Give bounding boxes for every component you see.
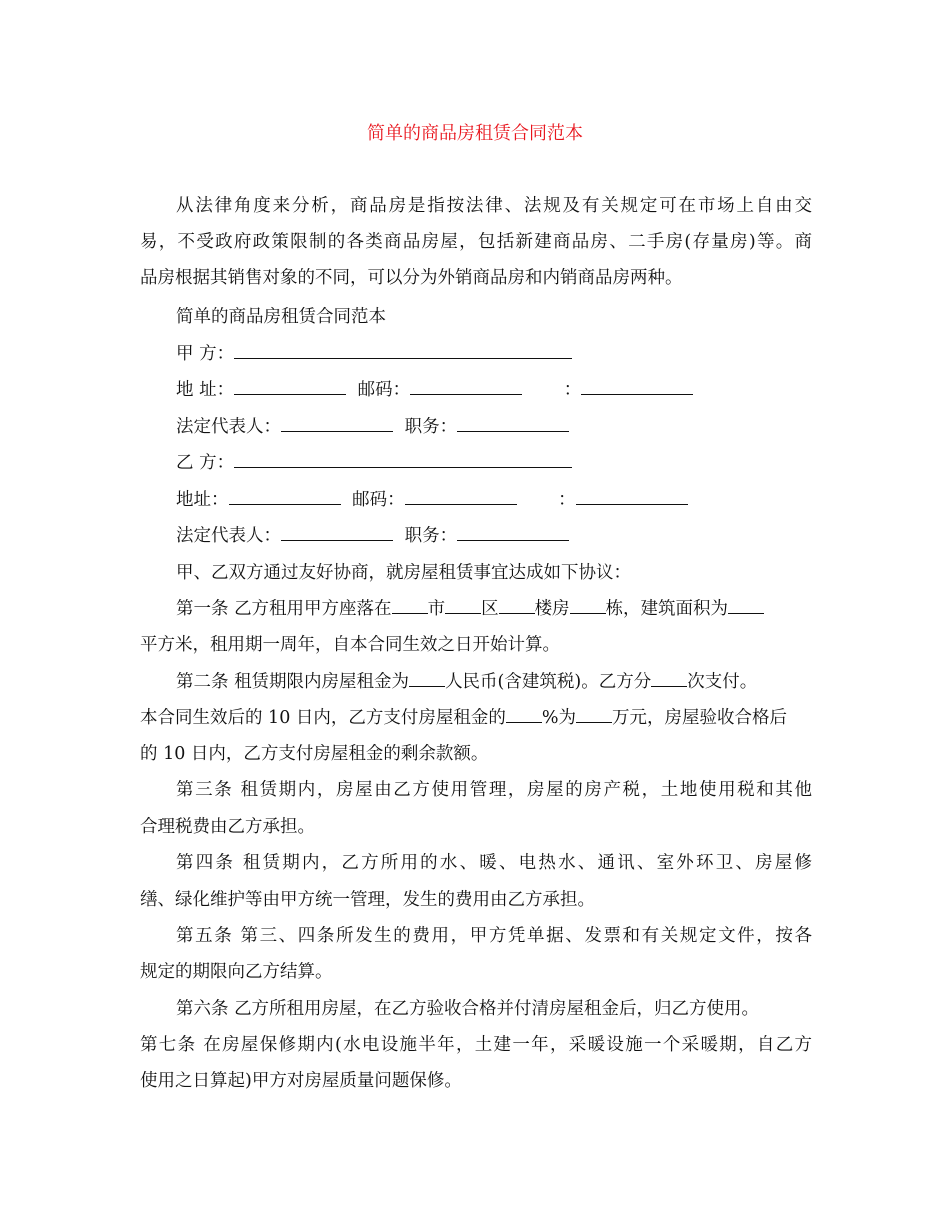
agreement-line: 甲、乙双方通过友好协商，就房屋租赁事宜达成如下协议： — [176, 563, 631, 583]
party-b-rep-row — [176, 524, 812, 548]
party-a-zip-field[interactable] — [410, 379, 522, 395]
party-a-rep-field[interactable] — [281, 416, 393, 432]
subtitle: 简单的商品房租赁合同范本 — [176, 307, 386, 327]
article-2-text-6: 万元，房屋验收合格后 — [612, 708, 788, 728]
party-b-rep-field[interactable] — [281, 525, 393, 541]
article-2-line-3: 的 10 日内，乙方支付房屋租金的剩余款额。 — [140, 744, 489, 764]
intro-line-1: 从法律角度来分析，商品房是指按法律、法规及有关规定可在市场上自由交 — [176, 196, 812, 216]
party-b-field[interactable] — [234, 452, 572, 468]
block-field[interactable] — [570, 598, 606, 614]
city-field[interactable] — [392, 598, 428, 614]
article-2-text-3: 次支付。 — [687, 672, 758, 692]
building-field[interactable] — [499, 598, 535, 614]
party-b-rep-label: 法定代表人： — [176, 526, 281, 546]
party-a-address-row — [176, 378, 812, 402]
article-4-line-1: 第四条 租赁期内，乙方所用的水、暖、电热水、通讯、室外环卫、房屋修 — [176, 853, 812, 873]
intro-line-3: 品房根据其销售对象的不同，可以分为外销商品房和内销商品房两种。 — [140, 268, 683, 288]
party-b-colon: ： — [558, 490, 576, 510]
article-1-line-2: 平方米，租用期一周年，自本合同生效之日开始计算。 — [140, 635, 560, 655]
party-a-rep-row — [176, 415, 812, 439]
article-1-text-2: 市 — [427, 599, 446, 619]
article-3-line-1: 第三条 租赁期内，房屋由乙方使用管理，房屋的房产税，土地使用税和其他 — [176, 780, 812, 800]
area-field[interactable] — [728, 598, 764, 614]
party-b-row — [176, 451, 812, 475]
percent-field[interactable] — [506, 707, 542, 723]
intro-line-2: 易，不受政府政策限制的各类商品房屋，包括新建商品房、二手房(存量房)等。商 — [140, 232, 812, 252]
party-a-phone-field[interactable] — [581, 379, 693, 395]
party-a-post-label: 职务： — [404, 417, 458, 437]
party-b-address-label: 地址： — [176, 490, 229, 510]
article-3-line-2: 合理税费由乙方承担。 — [140, 817, 315, 837]
party-b-label: 乙 方： — [176, 453, 235, 473]
party-a-post-field[interactable] — [457, 416, 569, 432]
party-a-row — [176, 342, 812, 366]
party-a-colon: ： — [563, 380, 582, 400]
article-2-text-2: 人民币(含建筑税)。乙方分 — [445, 672, 652, 692]
party-a-rep-label: 法定代表人： — [176, 417, 281, 437]
document-title: 简单的商品房租赁合同范本 — [367, 123, 583, 144]
article-5-line-2: 规定的期限向乙方结算。 — [140, 962, 333, 982]
district-field[interactable] — [445, 598, 481, 614]
article-1-text-4: 楼房 — [534, 599, 570, 619]
party-a-field[interactable] — [234, 343, 572, 359]
party-b-zip-label: 邮码： — [352, 490, 405, 510]
article-1-line-1 — [176, 597, 812, 621]
party-b-phone-field[interactable] — [576, 489, 688, 505]
article-2-text-1: 第二条 租赁期限内房屋租金为 — [176, 672, 410, 692]
party-b-post-label: 职务： — [404, 526, 458, 546]
article-1-text-3: 区 — [481, 599, 499, 619]
amount-field[interactable] — [576, 707, 612, 723]
party-b-zip-field[interactable] — [405, 489, 517, 505]
article-7-line-1: 第七条 在房屋保修期内(水电设施半年，土建一年，采暖设施一个采暖期，自乙方 — [140, 1035, 812, 1055]
article-2-line-1 — [176, 670, 812, 694]
article-4-line-2: 缮、绿化维护等由甲方统一管理，发生的费用由乙方承担。 — [140, 890, 595, 910]
party-a-address-field[interactable] — [234, 379, 346, 395]
article-2-line-2 — [140, 706, 812, 730]
article-7-line-2: 使用之日算起)甲方对房屋质量问题保修。 — [140, 1071, 462, 1091]
article-1-text-1: 第一条 乙方租用甲方座落在 — [176, 599, 392, 619]
article-5-line-1: 第五条 第三、四条所发生的费用，甲方凭单据、发票和有关规定文件，按各 — [176, 926, 812, 946]
party-a-label: 甲 方： — [176, 344, 235, 364]
installments-field[interactable] — [651, 671, 687, 687]
party-b-post-field[interactable] — [457, 525, 569, 541]
article-6-line: 第六条 乙方所租用房屋，在乙方验收合格并付清房屋租金后，归乙方使用。 — [176, 999, 760, 1019]
party-a-zip-label: 邮码： — [357, 380, 411, 400]
article-2-text-5: %为 — [541, 708, 577, 728]
rent-field[interactable] — [409, 671, 445, 687]
article-1-text-5: 栋，建筑面积为 — [605, 599, 729, 619]
party-b-address-row — [176, 488, 812, 512]
party-b-address-field[interactable] — [229, 489, 341, 505]
article-2-text-4: 本合同生效后的 10 日内，乙方支付房屋租金的 — [140, 708, 506, 728]
party-a-address-label: 地 址： — [176, 380, 235, 400]
